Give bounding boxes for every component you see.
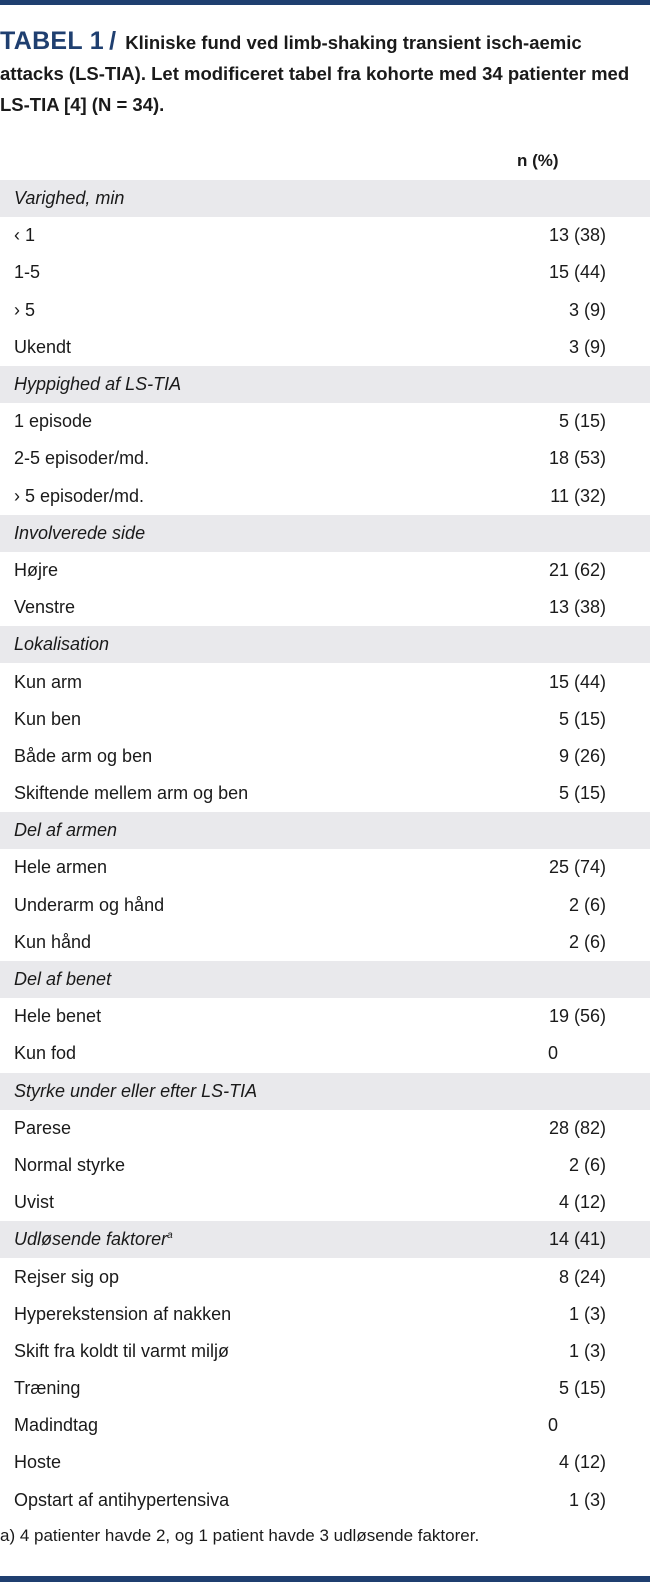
group-label — [14, 969, 111, 990]
row-value: 21 (62) — [548, 559, 606, 580]
row-label — [14, 300, 35, 321]
row-label-text: › 5 episoder/md. — [14, 485, 145, 506]
row-label-text: Rejser sig op — [14, 1266, 120, 1287]
table-row — [0, 1147, 650, 1184]
row-label — [14, 486, 144, 507]
row-label-text: Kun ben — [14, 708, 82, 729]
table-group-row — [0, 626, 650, 663]
row-label-text: Både arm og ben — [14, 745, 153, 766]
row-label-text: Venstre — [14, 597, 76, 618]
table-row — [0, 849, 650, 886]
row-label — [14, 262, 40, 283]
table-row — [0, 701, 650, 738]
row-label — [14, 1415, 98, 1436]
row-label — [14, 932, 91, 953]
table-row — [0, 1444, 650, 1481]
row-label-text: Kun fod — [14, 1043, 77, 1064]
table-row — [0, 1333, 650, 1370]
row-value: 5 (15) — [558, 1378, 606, 1399]
group-label — [14, 374, 181, 395]
row-label-text: Styrke under eller efter LS-TIA — [14, 1080, 258, 1101]
table-row — [0, 998, 650, 1035]
row-label — [14, 746, 152, 767]
table-row — [0, 403, 650, 440]
row-label — [14, 1378, 80, 1399]
row-label-text: Normal styrke — [14, 1154, 126, 1175]
row-value: 3 (9) — [568, 336, 606, 357]
row-label — [14, 1304, 231, 1325]
table-group-row — [0, 366, 650, 403]
row-label — [14, 1006, 101, 1027]
group-label — [14, 523, 145, 544]
row-value: 13 (38) — [548, 597, 606, 618]
row-label-text: 1-5 — [14, 262, 41, 283]
table-row — [0, 589, 650, 626]
table-row — [0, 738, 650, 775]
row-value: 4 (12) — [558, 1192, 606, 1213]
table-row — [0, 440, 650, 477]
row-label-text: Del af benet — [14, 969, 112, 990]
row-label — [14, 1043, 76, 1064]
row-label-text: Hele armen — [14, 857, 108, 878]
row-value: 0 — [547, 1043, 558, 1064]
row-label-text: Træning — [14, 1378, 81, 1399]
row-label-text: Udløsende faktorer — [14, 1229, 168, 1250]
table-row — [0, 1110, 650, 1147]
row-label — [14, 1490, 229, 1511]
table-group-row — [0, 1221, 650, 1258]
row-label-text: Hyperekstension af nakken — [14, 1303, 232, 1324]
row-value: 2 (6) — [568, 894, 606, 915]
footnote: a) 4 patienter havde 2, og 1 patient havde 3 udløsende faktorer. — [0, 1526, 480, 1545]
row-label-text: Madindtag — [14, 1415, 99, 1436]
table-group-row — [0, 812, 650, 849]
table-row — [0, 924, 650, 961]
data-table — [0, 180, 650, 1519]
row-label — [14, 1452, 61, 1473]
row-label-text: Involverede side — [14, 522, 146, 543]
row-label-text: Kun hånd — [14, 931, 92, 952]
row-label-text: Underarm og hånd — [14, 894, 165, 915]
table-group-row — [0, 961, 650, 998]
row-value: 4 (12) — [558, 1452, 606, 1473]
caption-text: Kliniske fund ved limb-shaking transient isch-aemic attacks (LS-TIA). Let modificeret tabel fra kohorte med 34 patienter med LS-TIA [4] (N = 34). — [0, 32, 630, 115]
row-value: 15 (44) — [548, 262, 606, 283]
row-label-text: Skiftende mellem arm og ben — [14, 783, 249, 804]
row-value: 5 (15) — [558, 708, 606, 729]
table-row — [0, 1184, 650, 1221]
row-label — [14, 783, 248, 804]
row-label — [14, 597, 75, 618]
table-row — [0, 329, 650, 366]
row-label-text: 2-5 episoder/md. — [14, 448, 150, 469]
row-label — [14, 1155, 125, 1176]
top-rule — [0, 0, 650, 5]
table-row — [0, 1407, 650, 1444]
table-row — [0, 1482, 650, 1519]
group-label — [14, 188, 124, 209]
row-value: 18 (53) — [548, 448, 606, 469]
group-label — [14, 1081, 257, 1102]
table-row — [0, 1370, 650, 1407]
row-value: 13 (38) — [548, 225, 606, 246]
caption-slash: / — [109, 27, 117, 55]
row-value: 0 — [547, 1415, 558, 1436]
row-value: 2 (6) — [568, 1154, 606, 1175]
row-label — [14, 560, 58, 581]
row-value: 2 (6) — [568, 931, 606, 952]
row-value: 5 (15) — [558, 783, 606, 804]
table-header — [0, 146, 650, 176]
column-header-n-percent: n (%) — [517, 151, 559, 170]
row-value: 19 (56) — [548, 1006, 606, 1027]
row-label — [14, 895, 164, 916]
row-value: 14 (41) — [548, 1229, 606, 1250]
row-value: 8 (24) — [558, 1266, 606, 1287]
table-row — [0, 887, 650, 924]
row-label — [14, 225, 35, 246]
row-label-text: Kun arm — [14, 671, 83, 692]
row-label-text: Hele benet — [14, 1006, 102, 1027]
row-label — [14, 857, 107, 878]
row-label — [14, 1192, 54, 1213]
row-label — [14, 672, 82, 693]
row-value: 5 (15) — [558, 411, 606, 432]
footnote-marker: a — [167, 1230, 173, 1242]
group-label — [14, 1229, 173, 1250]
row-label-text: ‹ 1 — [14, 225, 36, 246]
row-label-text: 1 episode — [14, 411, 93, 432]
table-row — [0, 217, 650, 254]
row-label-text: Ukendt — [14, 336, 72, 357]
table-row — [0, 775, 650, 812]
row-label-text: Opstart af antihypertensiva — [14, 1489, 230, 1510]
row-value: 3 (9) — [568, 299, 606, 320]
row-label — [14, 1341, 229, 1362]
row-label — [14, 709, 81, 730]
row-value: 9 (26) — [558, 745, 606, 766]
table-group-row — [0, 180, 650, 217]
row-label — [14, 337, 71, 358]
table-row — [0, 1296, 650, 1333]
group-label — [14, 820, 117, 841]
row-value: 28 (82) — [548, 1117, 606, 1138]
row-label-text: Skift fra koldt til varmt miljø — [14, 1340, 230, 1361]
table-caption — [0, 26, 640, 120]
row-label-text: Hoste — [14, 1452, 62, 1473]
row-value: 25 (74) — [548, 857, 606, 878]
table-row — [0, 552, 650, 589]
row-label-text: Varighed, min — [14, 188, 125, 209]
table-row — [0, 663, 650, 700]
row-label — [14, 1118, 71, 1139]
row-label-text: › 5 — [14, 299, 36, 320]
row-label-text: Uvist — [14, 1192, 54, 1213]
row-value: 1 (3) — [568, 1303, 606, 1324]
row-value: 1 (3) — [568, 1340, 606, 1361]
bottom-rule — [0, 1576, 650, 1582]
row-label-text: Højre — [14, 559, 58, 580]
row-label-text: Parese — [14, 1117, 72, 1138]
row-label-text: Lokalisation — [14, 634, 110, 655]
group-label — [14, 634, 109, 655]
row-label — [14, 411, 92, 432]
row-value: 15 (44) — [548, 671, 606, 692]
row-value: 11 (32) — [550, 485, 606, 506]
row-label-text: Del af armen — [14, 820, 118, 841]
row-value: 1 (3) — [568, 1489, 606, 1510]
row-label — [14, 1267, 119, 1288]
row-label-text: Hyppighed af LS-TIA — [14, 374, 182, 395]
table-row — [0, 1258, 650, 1295]
table-label: TABEL 1 — [0, 27, 104, 55]
table-row — [0, 478, 650, 515]
table-row — [0, 292, 650, 329]
row-label — [14, 448, 149, 469]
table-group-row — [0, 1073, 650, 1110]
table-row — [0, 254, 650, 291]
table-row — [0, 1035, 650, 1072]
table-group-row — [0, 515, 650, 552]
